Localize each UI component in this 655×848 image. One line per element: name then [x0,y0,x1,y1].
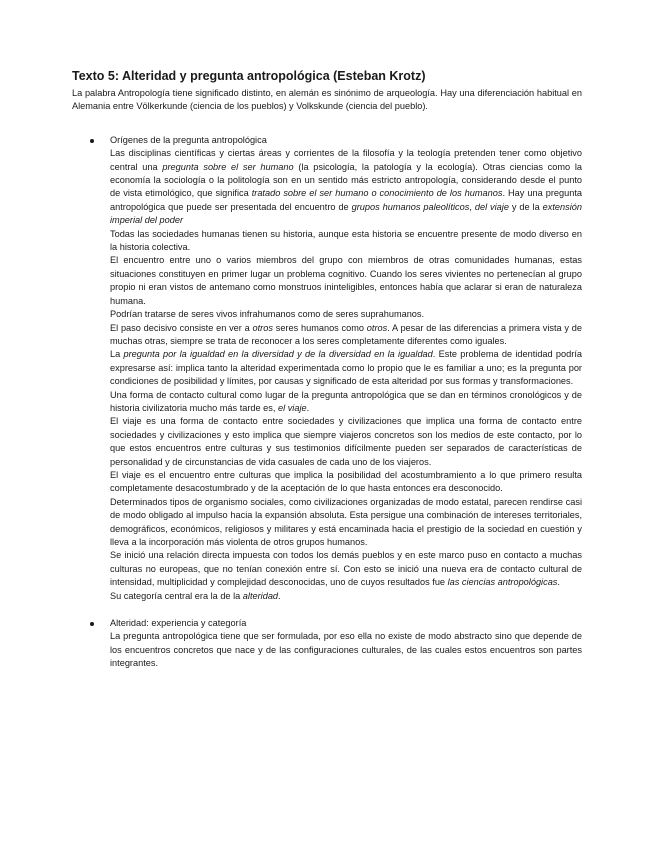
text-run: . Este problema de identidad podría expresarse así: implica tanto la alteridad experimentada como lo propio que le es familiar a uno; es la pregunta por condiciones de posibilidad y límites, por causas y significado de esta alteridad por sus formas y transformaciones. [110,349,582,387]
text-run: El encuentro entre uno o varios miembros del grupo con miembros de otras comunidades humanas, estas situaciones constituyen en primer lugar un problema cognitivo. Cuando los seres vivientes no pertenecían al grupo propio ni eran vistos de antemano como monstruos ininteligibles, entonces había que aclarar si eran de naturaleza humana. [110,255,582,306]
section-title: Alteridad: experiencia y categoría [110,618,247,629]
text-run: Determinados tipos de organismo sociales, como civilizaciones organizadas de modo estatal, parecen rendirse casi de modo obligado al impulso hacia la expansión absoluta. Esta persigue una combinación de intereses territoriales, demográficos, económicos, religiosos y militares y está encaminada hacia el prestigio de la sociedad en cuestión y lleva a la incorporación más violenta de otros grupos humanos. [110,496,582,547]
text-run: . [306,402,310,413]
text-run: Todas las sociedades humanas tienen su historia, aunque esta historia se encuentre presente de modo diverso en la historia colectiva. [110,228,582,253]
paragraph [110,228,582,255]
text-run: . A pesar de las diferencias a primera vista y de muchas otras, siempre se trata de reconocer a los seres completamente diferentes como iguales. [110,322,582,346]
text-run: Podrían tratarse de seres vivos infrahumanos como de seres suprahumanos. [110,309,425,320]
bullet-icon [90,139,94,143]
text-run: El viaje es el encuentro entre culturas que implica la posibilidad del acostumbramiento a lo que primero resulta completamente desacostumbrado y de la aceptación de lo que hasta entonces era desconocido. [110,469,582,494]
text-run: El viaje es una forma de contacto entre sociedades y civilizaciones que implica una forma de contacto entre sociedades y civilizaciones y esto implica que siempre viajeros concretos son los medios de este contacto, por lo que estos encuentros entre culturas y sus testimonios difícilmente pueden ser separados de características de personalidad y de circunstancias de vida casuales de cada uno de los viajeros. [110,416,582,467]
italic-text: pregunta sobre el ser humano [162,161,294,172]
paragraph [110,254,582,308]
intro-paragraph: La palabra Antropología tiene significado distinto, en alemán es sinónimo de arqueología. Hay una diferenciación habitual en Alemania entre Völkerkunde (ciencia de los pueblos) y Volkskunde (ciencia del pueblo). [72,88,582,112]
italic-text: extensión imperial del poder [110,201,582,226]
italic-text: tratado sobre el ser humano o conocimiento de los humanos [251,188,503,199]
italic-text: pregunta por la igualdad en la diversidad y de la diversidad en la igualdad [123,349,433,360]
section-title: Orígenes de la pregunta antropológica [110,134,267,145]
document-title: Texto 5: Alteridad y pregunta antropológica (Esteban Krotz) [72,69,426,83]
paragraph [110,590,582,603]
italic-text: alteridad [242,590,279,601]
text-run: (la psicología, la patología y la ecología). Otras ciencias como la economía la sociología o la politología son en un sentido más estricto antropología, considerando desde el punto de vista etimológico, que significa [110,161,583,199]
section-alteridad [72,617,582,671]
paragraph [110,348,582,388]
text-run: La [110,349,124,360]
paragraph [110,496,582,550]
italic-text: grupos humanos paleolíticos [351,201,470,212]
document-page [72,68,582,671]
text-run: Una forma de contacto cultural como lugar de la pregunta antropológica que se dan en términos cronológicos y de historia civilizatoria mucho más tarde es, [110,389,582,413]
italic-text: otros [252,322,273,333]
paragraph [110,389,582,416]
bullet-icon [90,622,94,626]
text-run: El paso decisivo consiste en ver a [110,322,253,333]
text-run: , [469,201,475,212]
text-run: La pregunta antropológica tiene que ser formulada, por eso ella no existe de modo abstracto sino que depende de los encuentros concretos que nace y de las configuraciones culturales, de las cuales estos encuentros son partes integrantes. [110,631,582,669]
paragraph [110,147,582,227]
paragraph [110,549,582,589]
text-run: . [278,590,281,601]
section-paragraphs [110,147,582,603]
text-run: seres humanos como [272,322,367,333]
italic-text: el viaje [278,402,307,413]
italic-text: otros [366,322,388,333]
paragraph [110,630,582,670]
section-paragraphs [110,630,582,670]
paragraph [110,469,582,496]
paragraph [110,308,582,321]
text-run: y de la [508,201,543,212]
text-run: . [557,577,560,588]
text-run: Su categoría central era la de la [110,590,243,601]
text-run: Las disciplinas científicas y ciertas áreas y corrientes de la filosofía y la teología pretenden tener como objetivo central una [110,148,582,172]
text-run: . Hay una pregunta antropológica que puede ser presentada del encuentro de [110,188,582,212]
paragraph [110,415,582,469]
section-origenes [72,134,582,603]
text-run: Se inició una relación directa impuesta con todos los demás pueblos y en este marco puso en contacto a muchas culturas no europeas, que no tenían conexión entre sí. Con esto se inició una nueva era de contacto cultural de intensidad, multiplicidad y complejidad desconocidas, uno de cuyos resultados fue [110,550,582,588]
italic-text: las ciencias antropológicas [447,577,558,588]
italic-text: del viaje [474,201,509,212]
paragraph [110,322,582,349]
